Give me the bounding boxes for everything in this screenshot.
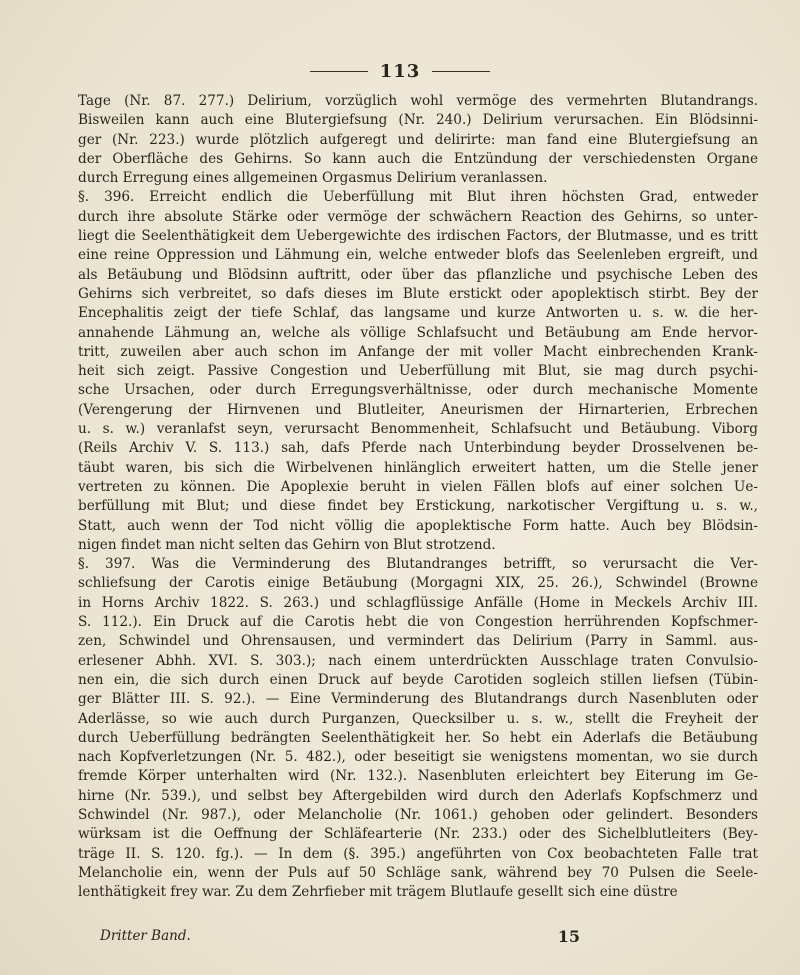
text-line: nigen findet man nicht selten das Gehirn von Blut strotzend. [78, 536, 496, 553]
text-line: der Oberfläche des Gehirns. So kann auch die Entzündung der verschiedensten Organe [78, 150, 758, 167]
header-rule-left [310, 71, 368, 72]
text-line: tritt, zuweilen aber auch schon im Anfange der mit voller Macht einbrechenden Krank- [78, 343, 758, 360]
text-line: §. 396. Erreicht endlich die Ueberfüllung mit Blut ihren höchsten Grad, entweder [78, 189, 758, 206]
text-line: Schwindel (Nr. 987.), oder Melancholie (Nr. 1061.) gehoben oder gelindert. Besonders [78, 806, 758, 823]
text-line: durch Erregung eines allgemeinen Orgasmus Delirium veranlassen. [78, 170, 548, 187]
text-line: Gehirns sich verbreitet, so dafs dieses im Blute erstickt oder apoplektisch stirbt. Bey der [78, 285, 758, 302]
page-header [0, 58, 800, 84]
text-line: Melancholie ein, wenn der Puls auf 50 Schläge sank, während bey 70 Pulsen die Seele- [78, 864, 758, 881]
text-line: sche Ursachen, oder durch Erregungsverhältnisse, oder durch mechanische Momente [78, 382, 758, 399]
text-line: in Horns Archiv 1822. S. 263.) und schlagflüssige Anfälle (Home in Meckels Archiv III. [78, 594, 758, 611]
text-line: ger (Nr. 223.) wurde plötzlich aufgeregt und delirirte: man fand eine Blutergiefsung an [78, 131, 758, 148]
text-line: nen ein, die sich durch einen Druck auf beyde Carotiden sogleich stillen liefsen (Tübin- [78, 671, 758, 688]
text-line: als Betäubung und Blödsinn auftritt, oder über das pflanzliche und psychische Leben des [78, 266, 758, 283]
text-line: ger Blätter III. S. 92.). — Eine Verminderung des Blutandrangs durch Nasenbluten oder [78, 691, 758, 708]
text-line: zen, Schwindel und Ohrensausen, und vermindert das Delirium (Parry in Samml. aus- [78, 633, 758, 650]
text-line: schliefsung der Carotis einige Betäubung (Morgagni XIX, 25. 26.), Schwindel (Browne [78, 575, 758, 592]
gathering-number: 15 [557, 926, 580, 946]
text-line: würksam ist die Oeffnung der Schläfearterie (Nr. 233.) oder des Sichelblutleiters (Bey- [78, 826, 758, 843]
page-number: 113 [379, 60, 421, 82]
text-line: durch ihre absolute Stärke oder vermöge der schwächern Reaction des Gehirns, so unter- [78, 208, 758, 225]
text-line: (Reils Archiv V. S. 113.) sah, dafs Pferde nach Unterbindung beyder Drosselvenen be- [78, 440, 758, 457]
text-line: u. s. w.) veranlafst seyn, verursacht Benommenheit, Schlafsucht und Betäubung. Viborg [78, 421, 758, 438]
text-line: §. 397. Was die Verminderung des Blutandranges betrifft, so verursacht die Ver- [78, 556, 758, 573]
text-line: träge II. S. 120. fg.). — In dem (§. 395.) angeführten von Cox beobachteten Falle trat [78, 845, 758, 862]
text-line: liegt die Seelenthätigkeit dem Uebergewichte des irdischen Factors, der Blutmasse, und es tritt [78, 228, 758, 245]
text-line: durch Ueberfüllung bedrängten Seelenthätigkeit her. So hebt ein Aderlafs die Betäubung [78, 729, 758, 746]
text-line: Aderlässe, so wie auch durch Purganzen, Quecksilber u. s. w., stellt die Freyheit der [78, 710, 758, 727]
text-line: fremde Körper unterhalten wird (Nr. 132.). Nasenbluten erleichtert bey Eiterung im Ge- [78, 768, 758, 785]
text-line: nach Kopfverletzungen (Nr. 5. 482.), oder beseitigt sie wenigstens momentan, wo sie durch [78, 749, 758, 766]
header-rule-right [432, 71, 490, 72]
text-line: erlesener Abhh. XVI. S. 303.); nach einem unterdrückten Ausschlage traten Convulsio- [78, 652, 758, 669]
text-line: Encephalitis zeigt der tiefe Schlaf, das langsame und kurze Antworten u. s. w. die her- [78, 305, 758, 322]
text-line: lenthätigkeit frey war. Zu dem Zehrfieber mit trägem Blutlaufe gesellt sich eine düstre [78, 884, 678, 901]
text-line: vertreten zu können. Die Apoplexie beruht in vielen Fällen blofs auf einer solchen Ue- [78, 478, 758, 495]
signature-mark: Dritter Band. [100, 928, 191, 944]
page-footer [100, 924, 580, 948]
body-text [78, 92, 758, 902]
text-line: annahende Lähmung an, welche als völlige Schlafsucht und Betäubung am Ende hervor- [78, 324, 758, 341]
text-line: Statt, auch wenn der Tod nicht völlig die apoplektische Form hatte. Auch bey Blödsin- [78, 517, 758, 534]
text-line: hirne (Nr. 539.), und selbst bey Aftergebilden wird durch den Aderlafs Kopfschmerz und [78, 787, 758, 804]
text-line: eine reine Oppression und Lähmung ein, welche entweder blofs das Seelenleben ergreift, und [78, 247, 758, 264]
text-line: täubt waren, bis sich die Wirbelvenen hinlänglich erweitert hatten, um die Stelle jener [78, 459, 758, 476]
text-line: heit sich zeigt. Passive Congestion und Ueberfüllung mit Blut, sie mag durch psychi- [78, 363, 758, 380]
text-line: berfüllung mit Blut; und diese findet bey Erstickung, narkotischer Vergiftung u. s. w., [78, 498, 758, 515]
text-line: (Verengerung der Hirnvenen und Blutleiter, Aneurismen der Hirnarterien, Erbrechen [78, 401, 758, 418]
text-line: Tage (Nr. 87. 277.) Delirium, vorzüglich wohl vermöge des vermehrten Blutandrangs. [78, 93, 758, 109]
text-line: S. 112.). Ein Druck auf die Carotis hebt die von Congestion herrührenden Kopfschmer- [78, 614, 758, 631]
text-line: Bisweilen kann auch eine Blutergiefsung (Nr. 240.) Delirium verursachen. Ein Blödsinni- [78, 112, 758, 129]
